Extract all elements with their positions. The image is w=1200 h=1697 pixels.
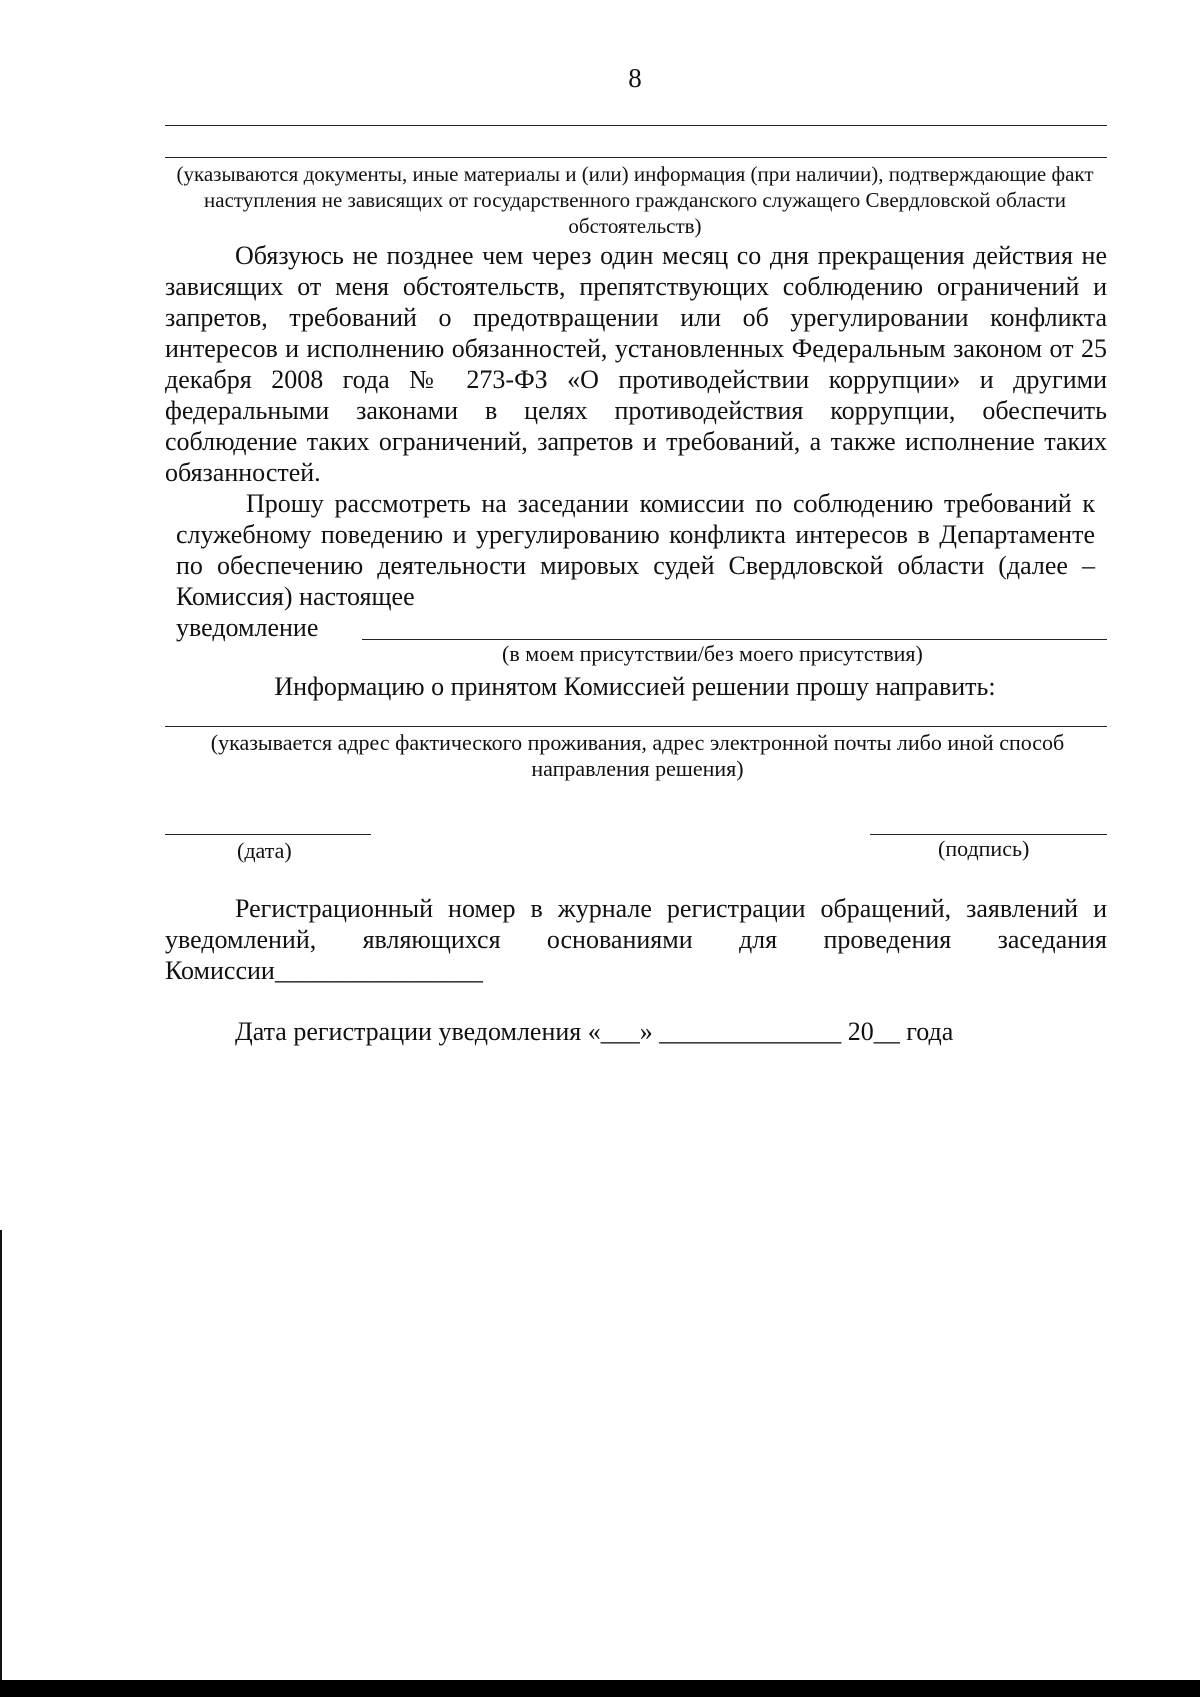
presence-blank-line xyxy=(362,639,1107,640)
registration-date-text: Дата регистрации уведомления «___» ______________ 20__ года xyxy=(235,1017,954,1046)
documents-caption: (указываются документы, иные материалы и (или) информация (при наличии), подтверждающие факт наступления не зависящих от государственного гражданского служащего Свердловской области обстоятельств) xyxy=(176,162,1094,238)
decision-info-text: Информацию о принятом Комиссией решении прошу направить: xyxy=(274,672,996,701)
date-blank-line xyxy=(165,834,371,835)
notification-word: уведомление xyxy=(176,613,319,642)
obligation-paragraph-text: Обязуюсь не позднее чем через один месяц со дня прекращения действия не зависящих от меня обстоятельств, препятствующих соблюдению ограничений и запретов, требований о предотвращении или об урегулировании конфликта интересов и исполнению обязанностей, установленных Федеральным законом от 25 декабря 2008 года № 273-ФЗ «О противодействии коррупции» и другими федеральными законами в целях противодействия коррупции, обеспечить соблюдение таких ограничений, запретов и требований, а также исполнение таких обязанностей. xyxy=(165,241,1107,487)
request-paragraph-text: Прошу рассмотреть на заседании комиссии по соблюдению требований к служебному поведению и урегулированию конфликта интересов в Департаменте по обеспечению деятельности мировых судей Свердловской области (далее – Комиссия) настоящее xyxy=(176,489,1095,611)
documents-blank-line-2 xyxy=(165,157,1107,158)
signature-label: (подпись) xyxy=(938,836,1030,861)
registration-number-paragraph xyxy=(165,893,1107,986)
registration-number-text: Регистрационный номер в журнале регистрации обращений, заявлений и уведомлений, являющихся основаниями для проведения заседания Комиссии________________ xyxy=(165,894,1107,985)
presence-caption: (в моем присутствии/без моего присутствия) xyxy=(502,641,923,666)
documents-blank-line-1 xyxy=(165,125,1107,126)
scan-bottom-edge xyxy=(0,1680,1200,1697)
request-paragraph xyxy=(176,488,1095,612)
date-label: (дата) xyxy=(237,838,292,863)
scan-left-edge xyxy=(0,1230,2,1680)
address-caption: (указывается адрес фактического проживания, адрес электронной почты либо иной способ направления решения) xyxy=(210,730,1065,781)
page-number: 8 xyxy=(628,63,642,93)
obligation-paragraph xyxy=(165,240,1107,488)
signature-blank-line xyxy=(870,834,1107,835)
address-blank-line xyxy=(165,726,1107,727)
